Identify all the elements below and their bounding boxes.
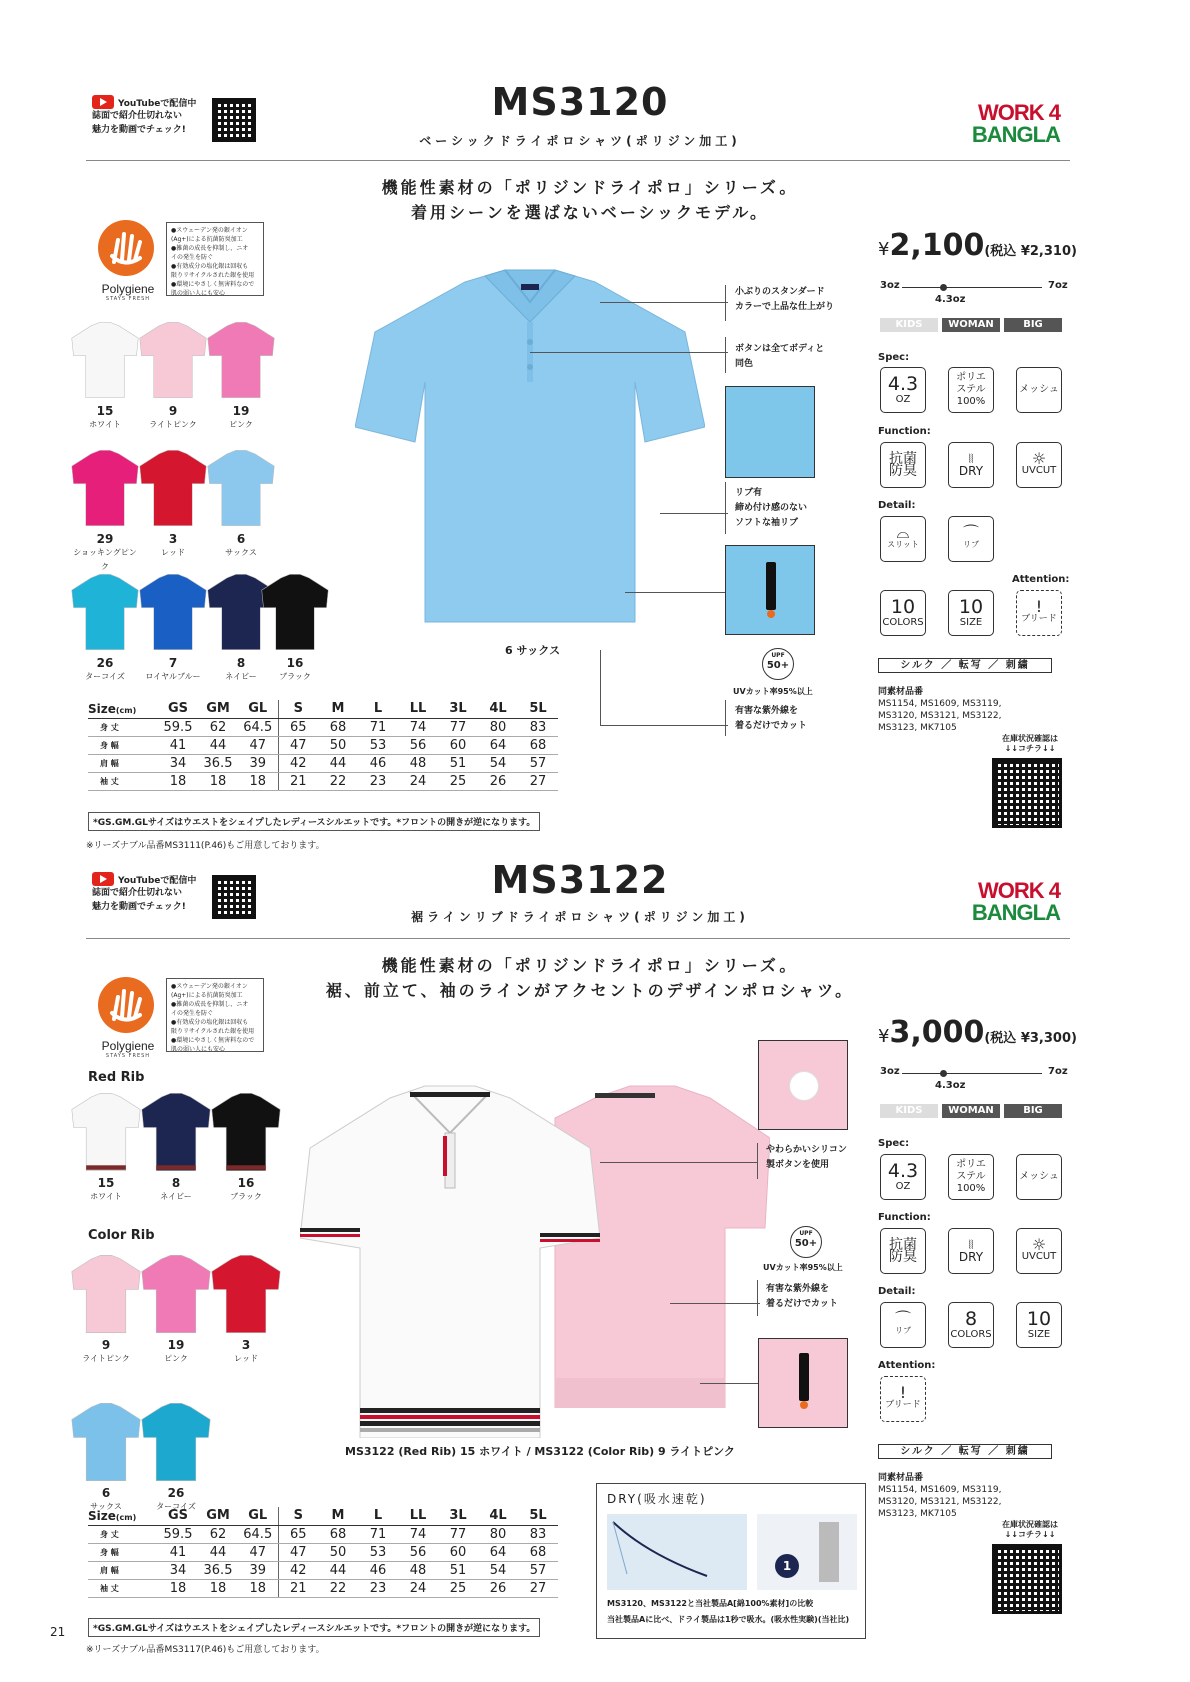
swatch-number: 9 bbox=[168, 404, 178, 418]
shirt-swatch-image bbox=[138, 570, 208, 654]
swatch-name: ロイヤルブルー bbox=[145, 672, 201, 681]
detail-photo-collar bbox=[725, 386, 815, 478]
swatch-label bbox=[70, 404, 140, 432]
qr-code-stock-2[interactable] bbox=[992, 1544, 1062, 1614]
reversible-note-2: ※リーズナブル品番MS3117(P.46)もご用意しております。 bbox=[86, 1645, 325, 1655]
callout-uv-desc-2: 有害な紫外線を 着るだけでカット bbox=[766, 1284, 838, 1309]
youtube-block-2 bbox=[92, 872, 196, 914]
price-2: ¥3,000(税込 ¥3,300) bbox=[878, 1015, 1077, 1050]
swatch-number: 9 bbox=[101, 1338, 111, 1352]
divider bbox=[86, 160, 1070, 161]
table-row: 袖 丈 18 18 18 21 22 23 24 25 26 27 bbox=[88, 1579, 558, 1597]
shirt-swatch-image bbox=[210, 1090, 282, 1174]
dry-note-1: MS3120、MS3122と当社製品A[綿100%素材]の比較 bbox=[607, 1599, 814, 1608]
colors-count-2: 8 COLORS bbox=[948, 1302, 994, 1348]
shirt-swatch-image bbox=[206, 446, 276, 530]
red-rib-title: Red Rib bbox=[88, 1070, 145, 1085]
swatch-name: ピンク bbox=[164, 1354, 188, 1363]
swatch-number: 6 bbox=[101, 1486, 111, 1500]
dry-comparison-box bbox=[596, 1483, 866, 1639]
spec-mesh-1: メッシュ bbox=[1016, 367, 1062, 413]
qr-code-youtube[interactable] bbox=[212, 98, 256, 142]
footnote-gs-2: *GS.GM.GLサイズはウエストをシェイプしたレディースシルエットです。*フロントの開きが逆になります。 bbox=[88, 1618, 540, 1637]
callout-silicon-button: やわらかいシリコン 製ボタンを使用 bbox=[766, 1145, 847, 1170]
fit-tags-2 bbox=[880, 1104, 1062, 1118]
swatch-name: サックス bbox=[225, 548, 257, 557]
callout-line bbox=[600, 302, 728, 303]
youtube-note: 誌面で紹介仕切れない 魅力を動画でチェック! bbox=[92, 111, 186, 135]
fit-tags-1 bbox=[880, 318, 1062, 332]
callout-line bbox=[725, 337, 726, 373]
swatch-name: ライトピンク bbox=[82, 1354, 130, 1363]
swatch-label bbox=[70, 532, 140, 574]
callout-line bbox=[700, 1383, 758, 1384]
polygiene-notes: ●スウェーデン発の銀イオン (Ag+)による抗菌防臭加工 ●雑菌の成長を抑制し、ニオ イの発生を防ぐ ●有効成分の塩化銀は回収も 限りリサイクルされた銀を使用 ●環境にやさしく無害料なので 肌の弱い人にも安心 bbox=[166, 222, 264, 296]
color-swatch bbox=[70, 1252, 142, 1340]
tag-woman: WOMAN bbox=[942, 1104, 1000, 1118]
brand-logo-2: WORK 4 BANGLA bbox=[971, 878, 1060, 925]
spec-oz-1: 4.3 OZ bbox=[880, 367, 926, 413]
rib-icon: ⌒ リブ bbox=[880, 1302, 926, 1348]
callout-line bbox=[660, 513, 728, 514]
callout-uv-2: UVカット率95%以上 bbox=[763, 1263, 843, 1272]
polygiene-tag: STAYS FRESH bbox=[105, 1053, 151, 1059]
brand-logo: WORK 4 BANGLA bbox=[971, 100, 1060, 147]
swatch-number: 3 bbox=[168, 532, 178, 546]
main-shirt-white bbox=[300, 1078, 600, 1438]
slit-icon: ⌓ スリット bbox=[880, 516, 926, 562]
color-swatch bbox=[210, 1252, 282, 1340]
dry-graph-right: 1 bbox=[757, 1514, 857, 1590]
color-swatch bbox=[206, 446, 276, 534]
swatch-label bbox=[138, 404, 208, 432]
sizes-count-1: 10 SIZE bbox=[948, 590, 994, 636]
swatch-name: ピンク bbox=[229, 420, 253, 429]
callout-line bbox=[625, 592, 725, 593]
product-subname-2: 裾ラインリブドライポロシャツ(ポリジン加工) bbox=[411, 910, 749, 924]
polygiene-block-2 bbox=[88, 975, 168, 1059]
shirt-swatch-image bbox=[70, 1252, 142, 1336]
spec-mesh-2: メッシュ bbox=[1016, 1154, 1062, 1200]
swatch-number: 16 bbox=[237, 1176, 255, 1190]
swatch-name: ホワイト bbox=[89, 420, 121, 429]
table-row: 身 幅 41 44 47 47 50 53 56 60 64 68 bbox=[88, 1543, 558, 1561]
color-swatch bbox=[260, 570, 330, 658]
color-swatch bbox=[70, 1090, 142, 1178]
swatch-label bbox=[211, 1338, 281, 1366]
shirt-swatch-image bbox=[140, 1400, 212, 1484]
detail-label-2: Detail: bbox=[878, 1286, 916, 1297]
swatch-label bbox=[141, 1176, 211, 1204]
function-label-2: Function: bbox=[878, 1212, 931, 1223]
swatch-label bbox=[141, 1338, 211, 1366]
table-row: 身 幅 41 44 47 47 50 53 56 60 64 68 bbox=[88, 736, 558, 754]
uvcut-icon: ☼ UVCUT bbox=[1016, 1228, 1062, 1274]
size-table-1: Size(cm) GS GM GL S M L LL 3L 4L 5L 身 丈 59.5 62 64.5 65 68 71 74 77 80 83 身 幅 41 44 47 47 50 53 56 60 64 68 肩 幅 34 36.5 39 42 44 46 48 51 54 57 袖 丈 18 18 18 21 22 23 24 25 26 27 bbox=[88, 700, 558, 791]
tag-kids: KIDS bbox=[880, 318, 938, 332]
swatch-name: サックス bbox=[90, 1502, 122, 1511]
youtube-badge: YouTubeで配信中 bbox=[118, 875, 197, 886]
table-row: 肩 幅 34 36.5 39 42 44 46 48 51 54 57 bbox=[88, 754, 558, 772]
shirt-swatch-image bbox=[70, 1090, 142, 1174]
youtube-icon bbox=[92, 95, 114, 109]
detail-photo-tag-2 bbox=[758, 1338, 848, 1428]
swatch-name: ホワイト bbox=[90, 1192, 122, 1201]
shirt-swatch-image bbox=[210, 1252, 282, 1336]
callout-line bbox=[600, 650, 601, 725]
detail-label-1: Detail: bbox=[878, 500, 916, 511]
footnote-gs-1: *GS.GM.GLサイズはウエストをシェイプしたレディースシルエットです。*フロントの開きが逆になります。 bbox=[88, 812, 540, 831]
callout-line bbox=[757, 1280, 758, 1316]
dry-title: DRY(吸水速乾) bbox=[607, 1492, 707, 1506]
shirt-swatch-image bbox=[260, 570, 330, 654]
swatch-number: 19 bbox=[232, 404, 250, 418]
shirt-swatch-image bbox=[140, 1090, 212, 1174]
callout-line bbox=[600, 725, 728, 726]
callout-line bbox=[725, 285, 726, 321]
attention-label-1: Attention: bbox=[1012, 574, 1070, 585]
polygiene-name: Polygiene bbox=[101, 282, 155, 296]
upf-badge-2: UPF 50+ bbox=[790, 1226, 822, 1258]
swatch-number: 7 bbox=[168, 656, 178, 670]
color-swatch bbox=[138, 318, 208, 406]
swatch-label bbox=[71, 1338, 141, 1366]
dry-note-2: 当社製品Aに比べ、ドライ製品は1秒で吸水。(吸水性実験)(当社比) bbox=[607, 1615, 850, 1624]
stock-check-2: 在庫状況確認は ↓↓コチラ↓↓ bbox=[1002, 1520, 1058, 1539]
page-number: 21 bbox=[50, 1625, 66, 1639]
polygiene-hand-icon bbox=[96, 975, 156, 1035]
color-swatch bbox=[206, 318, 276, 406]
swatch-number: 15 bbox=[97, 1176, 115, 1190]
swatch-number: 26 bbox=[96, 656, 114, 670]
table-row: 身 丈 59.5 62 64.5 65 68 71 74 77 80 83 bbox=[88, 718, 558, 736]
swatch-label bbox=[206, 404, 276, 432]
swatch-name: ターコイズ bbox=[85, 672, 125, 681]
spec-fabric-2: ポリエ ステル 100% bbox=[948, 1154, 994, 1200]
reversible-note-1: ※リーズナブル品番MS3111(P.46)もご用意しております。 bbox=[86, 841, 325, 851]
print-methods-1: シルク ／ 転写 ／ 刺繍 bbox=[878, 658, 1052, 673]
swatch-name: ショッキングピンク bbox=[73, 548, 137, 571]
tag-kids: KIDS bbox=[880, 1104, 938, 1118]
qr-code-stock-1[interactable] bbox=[992, 758, 1062, 828]
swatch-label bbox=[138, 656, 208, 684]
youtube-icon bbox=[92, 872, 114, 886]
swatch-number: 26 bbox=[167, 1486, 185, 1500]
shirt-swatch-image bbox=[70, 446, 140, 530]
color-rib-title: Color Rib bbox=[88, 1228, 155, 1243]
same-material-2: 同素材品番 MS1154, MS1609, MS3119, MS3120, MS3121, MS3122, MS3123, MK7105 bbox=[878, 1473, 1002, 1519]
swatch-number: 29 bbox=[96, 532, 114, 546]
sizes-count-2: 10 SIZE bbox=[1016, 1302, 1062, 1348]
callout-line bbox=[670, 1303, 760, 1304]
price-1: ¥2,100(税込 ¥2,310) bbox=[878, 228, 1077, 263]
tag-woman: WOMAN bbox=[942, 318, 1000, 332]
polygiene-block bbox=[88, 218, 168, 302]
headline-2: 機能性素材の「ポリジンドライポロ」シリーズ。 裾、前立て、袖のラインがアクセントのデザインポロシャツ。 bbox=[325, 956, 855, 1000]
polygiene-tag: STAYS FRESH bbox=[105, 296, 151, 302]
colors-count-1: 10 COLORS bbox=[880, 590, 926, 636]
swatch-number: 19 bbox=[167, 1338, 185, 1352]
dry-icon: ⦚⦚ DRY bbox=[948, 1228, 994, 1274]
tag-big: BIG bbox=[1004, 318, 1062, 332]
swatch-name: レッド bbox=[234, 1354, 258, 1363]
callout-collar: 小ぶりのスタンダード カラーで上品な仕上がり bbox=[735, 287, 835, 312]
color-swatch bbox=[138, 570, 208, 658]
upf-badge-1: UPF 50+ bbox=[762, 648, 794, 680]
swatch-label bbox=[138, 532, 208, 560]
swatch-name: ブラック bbox=[230, 1192, 262, 1201]
spec-label-1: Spec: bbox=[878, 352, 910, 363]
shirt-swatch-image bbox=[138, 446, 208, 530]
detail-photo-button bbox=[758, 1040, 848, 1130]
table-row: 肩 幅 34 36.5 39 42 44 46 48 51 54 57 bbox=[88, 1561, 558, 1579]
polygiene-notes-2: ●スウェーデン発の銀イオン (Ag+)による抗菌防臭加工 ●雑菌の成長を抑制し、ニオ イの発生を防ぐ ●有効成分の塩化銀は回収も 限りリサイクルされた銀を使用 ●環境にやさしく無害料なので 肌の弱い人にも安心 bbox=[166, 978, 264, 1052]
swatch-label bbox=[70, 656, 140, 684]
dry-icon: ⦚⦚ DRY bbox=[948, 442, 994, 488]
product-subname-1: ベーシックドライポロシャツ(ポリジン加工) bbox=[419, 134, 741, 148]
polygiene-name: Polygiene bbox=[101, 1039, 155, 1053]
swatch-label bbox=[211, 1176, 281, 1204]
rib-icon: ⌒ リブ bbox=[948, 516, 994, 562]
swatch-name: ライトピンク bbox=[149, 420, 197, 429]
bleed-warning-icon: ! ブリード bbox=[1016, 590, 1062, 636]
spec-label-2: Spec: bbox=[878, 1138, 910, 1149]
model-number-2: MS3122 bbox=[491, 858, 669, 902]
color-swatch bbox=[70, 318, 140, 406]
shirt-swatch-image bbox=[138, 318, 208, 402]
youtube-badge: YouTubeで配信中 bbox=[118, 98, 197, 109]
shirt-swatch-image bbox=[70, 1400, 142, 1484]
callout-rib: リブ有 締め付け感のない ソフトな袖リブ bbox=[735, 488, 808, 528]
callout-line bbox=[757, 1143, 758, 1179]
stock-check-1: 在庫状況確認は ↓↓コチラ↓↓ bbox=[1002, 734, 1058, 753]
detail-photo-tag bbox=[725, 545, 815, 635]
swatch-number: 3 bbox=[241, 1338, 251, 1352]
swatch-label bbox=[206, 532, 276, 560]
dry-graph-left bbox=[607, 1514, 747, 1590]
callout-uv: UVカット率95%以上 bbox=[733, 687, 813, 696]
color-swatch bbox=[140, 1252, 212, 1340]
spec-fabric-1: ポリエ ステル 100% bbox=[948, 367, 994, 413]
swatch-label bbox=[260, 656, 330, 684]
antibacterial-icon: 抗菌 防臭 bbox=[880, 442, 926, 488]
callout-line bbox=[725, 482, 726, 534]
callout-button: ボタンは全てボディと 同色 bbox=[735, 344, 825, 369]
divider bbox=[86, 938, 1070, 939]
callout-line bbox=[530, 352, 728, 353]
callout-uv-desc: 有害な紫外線を 着るだけでカット bbox=[735, 706, 807, 731]
color-swatch bbox=[70, 446, 140, 534]
callout-line bbox=[600, 1162, 758, 1163]
uvcut-icon: ☼ UVCUT bbox=[1016, 442, 1062, 488]
youtube-note: 誌面で紹介仕切れない 魅力を動画でチェック! bbox=[92, 888, 186, 912]
table-row: 袖 丈 18 18 18 21 22 23 24 25 26 27 bbox=[88, 772, 558, 790]
model-number-1: MS3120 bbox=[491, 80, 669, 124]
youtube-block-1 bbox=[92, 95, 196, 137]
swatch-number: 8 bbox=[236, 656, 246, 670]
shirt-swatch-image bbox=[70, 570, 140, 654]
tag-big: BIG bbox=[1004, 1104, 1062, 1118]
swatch-name: ターコイズ bbox=[156, 1502, 196, 1511]
qr-code-youtube-2[interactable] bbox=[212, 875, 256, 919]
shirt-swatch-image bbox=[206, 318, 276, 402]
headline-1: 機能性素材の「ポリジンドライポロ」シリーズ。 着用シーンを選ばないベーシックモデル。 bbox=[381, 178, 799, 222]
swatch-name: レッド bbox=[161, 548, 185, 557]
function-label-1: Function: bbox=[878, 426, 931, 437]
attention-label-2: Attention: bbox=[878, 1360, 936, 1371]
color-swatch bbox=[210, 1090, 282, 1178]
shirt-swatch-image bbox=[70, 318, 140, 402]
bleed-warning-icon: ! ブリード bbox=[880, 1376, 926, 1422]
swatch-number: 8 bbox=[171, 1176, 181, 1190]
table-row: 身 丈 59.5 62 64.5 65 68 71 74 77 80 83 bbox=[88, 1525, 558, 1543]
main-shirt-image-1 bbox=[355, 262, 705, 637]
swatch-number: 16 bbox=[286, 656, 304, 670]
color-swatch bbox=[70, 570, 140, 658]
color-swatch bbox=[138, 446, 208, 534]
same-material-1: 同素材品番 MS1154, MS1609, MS3119, MS3120, MS3121, MS3122, MS3123, MK7105 bbox=[878, 687, 1002, 733]
swatch-label bbox=[71, 1176, 141, 1204]
print-methods-2: シルク ／ 転写 ／ 刺繍 bbox=[878, 1444, 1052, 1459]
spec-oz-2: 4.3 OZ bbox=[880, 1154, 926, 1200]
swatch-number: 6 bbox=[236, 532, 246, 546]
size-table-2: Size(cm) GS GM GL S M L LL 3L 4L 5L 身 丈 59.5 62 64.5 65 68 71 74 77 80 83 身 幅 41 44 47 47 50 53 56 60 64 68 肩 幅 34 36.5 39 42 44 46 48 51 54 57 袖 丈 18 18 18 21 22 23 24 25 26 27 bbox=[88, 1507, 558, 1598]
color-swatch bbox=[140, 1090, 212, 1178]
swatch-name: ネイビー bbox=[160, 1192, 192, 1201]
swatch-number: 15 bbox=[96, 404, 114, 418]
antibacterial-icon: 抗菌 防臭 bbox=[880, 1228, 926, 1274]
color-swatch bbox=[70, 1400, 142, 1488]
polygiene-hand-icon bbox=[96, 218, 156, 278]
swatch-name: ネイビー bbox=[225, 672, 257, 681]
main-caption-1: 6 サックス bbox=[505, 644, 561, 657]
main-caption-2: MS3122 (Red Rib) 15 ホワイト / MS3122 (Color Rib) 9 ライトピンク bbox=[345, 1445, 735, 1458]
swatch-name: ブラック bbox=[279, 672, 311, 681]
shirt-swatch-image bbox=[140, 1252, 212, 1336]
color-swatch bbox=[140, 1400, 212, 1488]
callout-line bbox=[725, 700, 726, 736]
